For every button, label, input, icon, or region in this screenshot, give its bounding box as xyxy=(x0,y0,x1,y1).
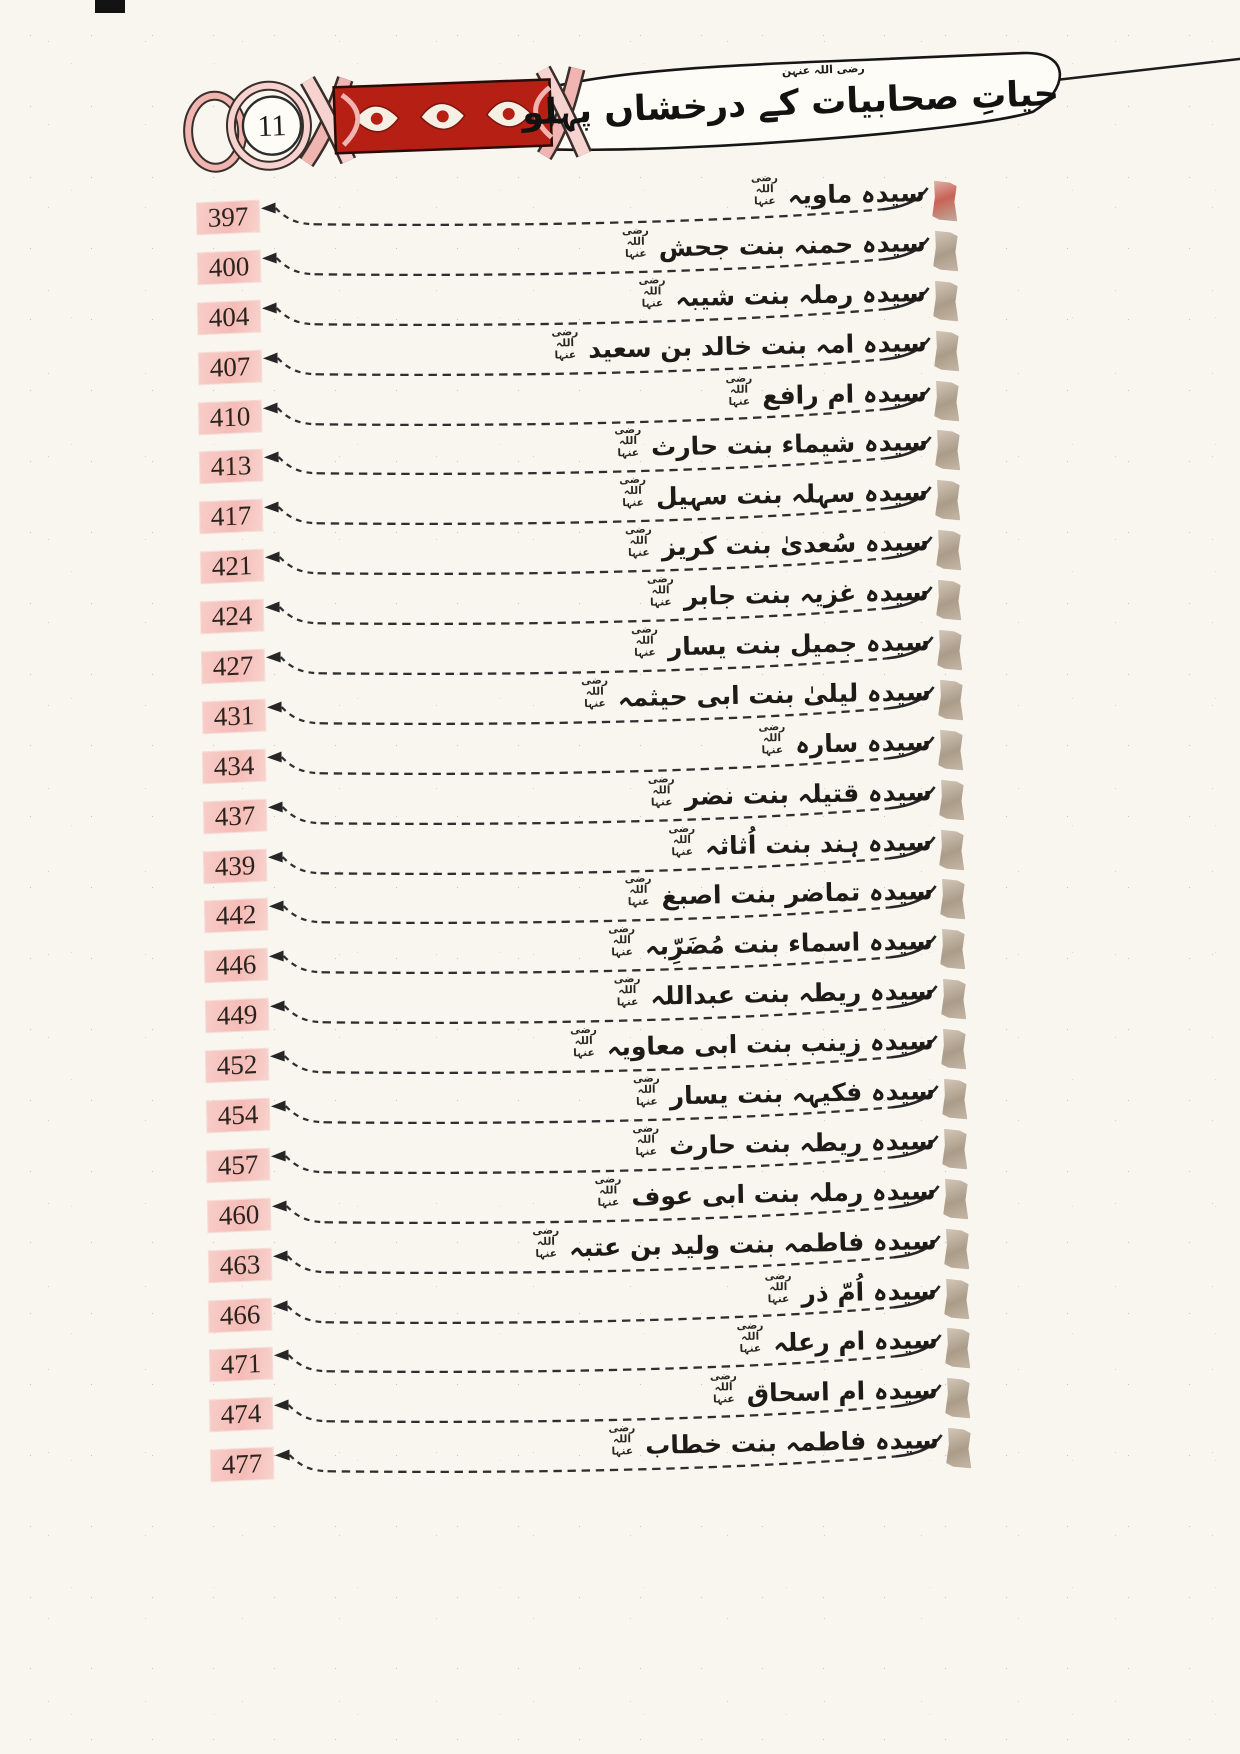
entry-title: سیدہ امہ بنت خالد بن سعید xyxy=(587,327,927,364)
entry-title: سیدہ اسماء بنت مُضَرِّبہ xyxy=(644,926,934,962)
binding-tab-mark xyxy=(943,1178,969,1219)
binding-tab-mark xyxy=(944,1278,970,1319)
entry-page-number: 424 xyxy=(211,600,254,633)
binding-tab-mark xyxy=(933,280,959,321)
entry-title-block xyxy=(664,821,932,862)
entry-title-block xyxy=(628,1120,935,1162)
leader-arrow-icon xyxy=(269,951,284,962)
leader-arrow-icon xyxy=(265,602,280,613)
leader-arrow-icon xyxy=(271,1101,286,1112)
leader-dash-start xyxy=(287,1205,325,1223)
binding-tab-mark xyxy=(945,1378,971,1419)
leader-arrow-icon xyxy=(264,452,279,463)
leader-dash-start xyxy=(277,307,315,325)
entry-title-block xyxy=(705,1369,938,1410)
leader-arrow-icon xyxy=(267,801,282,812)
entry-page-number-highlight xyxy=(208,1248,271,1282)
entry-title-block xyxy=(604,920,934,963)
leader-arrow-icon xyxy=(274,1400,289,1411)
entry-title: سیدہ شیماء بنت حارث xyxy=(650,427,928,463)
entry-page-number-highlight xyxy=(204,849,267,883)
entry-honorific: رضی اللہ عنہا xyxy=(619,474,647,510)
entry-title-block xyxy=(620,870,933,912)
entry-honorific: رضی اللہ عنہا xyxy=(764,1269,792,1305)
entry-page-number-highlight xyxy=(208,1198,271,1232)
entry-title: سیدہ رملہ بنت شیبہ xyxy=(675,278,927,313)
leader-arrow-icon xyxy=(265,552,280,563)
binding-tab-mark xyxy=(937,679,963,720)
binding-tab-mark xyxy=(936,629,962,670)
leader-dash-start xyxy=(288,1355,326,1373)
entry-honorific: رضی اللہ عنہا xyxy=(750,171,778,208)
entry-page-number-highlight xyxy=(200,500,263,534)
entry-page-number: 439 xyxy=(214,849,256,882)
entry-page-number: 421 xyxy=(211,550,253,583)
binding-tab-mark xyxy=(944,1328,970,1369)
entry-page-number-highlight xyxy=(206,999,269,1033)
binding-tab-mark xyxy=(935,530,961,571)
leader-dash-start xyxy=(285,1055,323,1073)
entry-title-block xyxy=(634,272,926,314)
entry-page-number: 454 xyxy=(217,1099,259,1131)
entry-page-number-highlight xyxy=(200,450,263,484)
entry-page-number: 427 xyxy=(212,650,254,682)
binding-tab-mark xyxy=(932,180,958,221)
entry-page-number: 404 xyxy=(208,300,250,333)
entry-honorific: رضی اللہ عنہا xyxy=(624,873,652,909)
binding-tab-mark xyxy=(933,330,959,371)
leader-dash-start xyxy=(284,956,322,974)
entry-honorific: رضی اللہ عنہا xyxy=(613,973,641,1009)
entry-title: سیدہ ام رافع xyxy=(762,377,928,411)
entry-page-number-highlight xyxy=(207,1099,270,1133)
entry-honorific: رضی اللہ عنہا xyxy=(570,1023,598,1060)
entry-title-block xyxy=(643,571,930,613)
entry-honorific: رضی اللہ عنہا xyxy=(621,224,649,260)
toc-list xyxy=(195,171,957,1481)
entry-page-number: 400 xyxy=(208,250,250,283)
leader-dash-start xyxy=(289,1405,327,1423)
entry-page-number-highlight xyxy=(205,899,268,933)
binding-tab-mark xyxy=(943,1228,969,1269)
entry-title-block xyxy=(626,621,930,663)
leader-dash-start xyxy=(276,207,314,225)
entry-honorific: رضی اللہ عنہا xyxy=(630,623,658,659)
leader-arrow-icon xyxy=(271,1150,286,1161)
entry-honorific: رضی اللہ عنہا xyxy=(624,523,652,559)
leader-arrow-icon xyxy=(268,851,283,862)
leader-arrow-icon xyxy=(266,701,281,712)
entry-honorific: رضی اللہ عنہا xyxy=(638,274,666,310)
entry-title-block xyxy=(643,771,932,813)
entry-title-block xyxy=(746,172,925,212)
cartouche-tail-line xyxy=(1043,58,1240,82)
header-ornament xyxy=(178,61,1240,190)
leader-arrow-icon xyxy=(266,652,281,663)
leader-dash-start xyxy=(282,756,320,774)
leader-arrow-icon xyxy=(275,1450,290,1461)
entry-title: سیدہ اُمّ ذر xyxy=(801,1275,938,1308)
entry-honorific: رضی اللہ عنہا xyxy=(758,720,786,756)
entry-title: سیدہ غزیہ بنت جابر xyxy=(683,577,930,612)
entry-title: سیدہ سُعدیٰ بنت کریز xyxy=(661,527,929,562)
entry-page-number: 410 xyxy=(209,400,251,433)
entry-page-number-highlight xyxy=(197,250,260,284)
entry-page-number-highlight xyxy=(206,1049,269,1083)
book-title: حیاتِ صحابیات کے درخشاں پہلو xyxy=(521,73,1060,134)
entry-title-block xyxy=(721,372,927,412)
binding-tab-mark xyxy=(945,1428,971,1469)
leader-dash-start xyxy=(277,357,315,375)
entry-title: سیدہ فکیہہ بنت یسار xyxy=(669,1076,935,1111)
entry-honorific: رضی اللہ عنہا xyxy=(736,1319,764,1356)
leader-arrow-icon xyxy=(263,402,278,413)
entry-page-number: 407 xyxy=(209,350,251,383)
entry-honorific: رضی اللہ عنہا xyxy=(647,573,675,609)
entry-title-block xyxy=(546,322,926,366)
entry-page-number-highlight xyxy=(201,600,264,634)
leader-dash-start xyxy=(278,407,316,425)
entry-page-number: 431 xyxy=(213,699,255,732)
entry-page-number: 466 xyxy=(219,1298,261,1331)
entry-title-block xyxy=(590,1170,936,1213)
entry-page-number-highlight xyxy=(198,350,261,384)
entry-page-number: 449 xyxy=(216,999,258,1032)
entry-title-block xyxy=(760,1270,937,1310)
leader-dash-start xyxy=(283,906,321,924)
entry-page-number-highlight xyxy=(198,300,261,334)
leader-arrow-icon xyxy=(262,352,277,363)
entry-page-number: 471 xyxy=(220,1348,262,1381)
entry-title-block xyxy=(615,471,929,513)
entry-page-number-highlight xyxy=(201,550,264,584)
leader-arrow-icon xyxy=(267,751,282,762)
leader-arrow-icon xyxy=(269,901,284,912)
entry-title: سیدہ زینب بنت ابی معاویہ xyxy=(606,1026,935,1062)
entry-page-number-highlight xyxy=(203,749,266,783)
entry-title-block xyxy=(617,222,926,264)
entry-page-number: 474 xyxy=(220,1398,262,1431)
entry-page-number-highlight xyxy=(203,799,266,833)
entry-honorific: رضی اللہ عنہا xyxy=(531,1224,559,1260)
entry-honorific: رضی اللہ عنہا xyxy=(632,1122,660,1158)
entry-title: سیدہ سارہ xyxy=(794,727,932,759)
entry-page-number: 457 xyxy=(218,1149,260,1181)
binding-tab-mark xyxy=(935,480,961,521)
entry-title: سیدہ لیلیٰ بنت ابی حیثمہ xyxy=(617,677,931,713)
entry-title-block xyxy=(604,1419,939,1462)
entry-page-number-highlight xyxy=(209,1348,272,1382)
entry-page-number-highlight xyxy=(202,650,265,684)
entry-page-number: 477 xyxy=(221,1448,263,1481)
binding-tab-mark xyxy=(938,779,964,820)
entry-honorific: رضی اللہ عنہا xyxy=(608,1422,636,1458)
binding-tab-mark xyxy=(934,430,960,471)
leader-dash-start xyxy=(281,706,319,724)
binding-tab-mark xyxy=(932,230,958,271)
entry-title-block xyxy=(754,721,931,761)
entry-title: سیدہ فاطمہ بنت خطاب xyxy=(644,1425,939,1461)
header-honorific: رضی اللہ عنہن xyxy=(781,61,865,78)
entry-page-number: 442 xyxy=(215,899,257,932)
leader-dash-start xyxy=(283,856,321,874)
leader-dash-start xyxy=(280,606,318,624)
entry-title-block xyxy=(732,1319,938,1359)
leader-arrow-icon xyxy=(264,502,279,513)
leader-dash-start xyxy=(285,1105,323,1123)
entry-title: سیدہ فاطمہ بنت ولید بن عتبہ xyxy=(568,1225,937,1263)
entry-page-number: 434 xyxy=(213,749,255,782)
entry-title: سیدہ سہلہ بنت سہیل xyxy=(655,477,929,513)
entry-page-number: 397 xyxy=(207,201,249,233)
entry-title-block xyxy=(576,671,931,714)
entry-title: سیدہ ام رعلہ xyxy=(772,1325,938,1359)
entry-title-block xyxy=(620,521,929,563)
entry-page-number-highlight xyxy=(210,1398,273,1432)
entry-title: سیدہ حمنہ بنت جحش xyxy=(658,228,926,263)
leader-arrow-icon xyxy=(273,1350,288,1361)
leader-dash-start xyxy=(282,806,320,824)
entry-title: سیدہ ام اسحاق xyxy=(746,1375,939,1409)
leader-dash-start xyxy=(286,1155,324,1173)
binding-tab-mark xyxy=(940,929,966,970)
leader-dash-start xyxy=(288,1305,326,1323)
entry-page-number-highlight xyxy=(207,1149,270,1183)
entry-page-number-highlight xyxy=(202,700,265,734)
leader-dash-start xyxy=(284,1006,322,1024)
entry-honorific: رضی اللہ عنہا xyxy=(580,674,608,710)
entry-title-block xyxy=(628,1070,935,1112)
entry-title: سیدہ جمیل بنت یسار xyxy=(667,627,930,662)
leader-dash-start xyxy=(287,1255,325,1273)
entry-page-number: 417 xyxy=(210,500,252,533)
entry-honorific: رضی اللہ عنہا xyxy=(710,1370,738,1406)
entry-page-number-highlight xyxy=(209,1298,272,1332)
entry-title: سیدہ ریطہ بنت حارث xyxy=(669,1126,936,1161)
entry-page-number-highlight xyxy=(211,1448,274,1482)
entry-page-number: 437 xyxy=(214,799,256,832)
entry-title: سیدہ ریطہ بنت عبداللہ xyxy=(649,976,934,1012)
binding-tab-mark xyxy=(941,1078,967,1119)
leader-arrow-icon xyxy=(273,1300,288,1311)
entry-honorific: رضی اللہ عنہا xyxy=(613,424,642,460)
leader-arrow-icon xyxy=(270,1051,285,1062)
entry-page-number: 452 xyxy=(216,1049,258,1082)
leader-arrow-icon xyxy=(272,1250,287,1261)
entry-title: سیدہ ماویہ xyxy=(787,178,926,210)
entry-honorific: رضی اللہ عنہا xyxy=(550,325,579,361)
binding-tab-mark xyxy=(939,879,965,920)
entry-title-block xyxy=(566,1020,935,1063)
entry-honorific: رضی اللہ عنہا xyxy=(632,1072,660,1108)
entry-honorific: رضی اللہ عنہا xyxy=(647,772,675,808)
entry-title: سیدہ قتیلہ بنت نضر xyxy=(683,776,932,811)
binding-tab-mark xyxy=(942,1128,968,1169)
entry-title: سیدہ رملہ بنت ابی عوف xyxy=(631,1176,937,1212)
entry-honorific: رضی اللہ عنہا xyxy=(668,822,696,858)
leader-dash-start xyxy=(289,1455,327,1473)
entry-honorific: رضی اللہ عنہا xyxy=(608,923,636,959)
leader-arrow-icon xyxy=(261,252,276,263)
leader-arrow-icon xyxy=(262,302,277,313)
leader-arrow-icon xyxy=(261,203,276,214)
entry-title-block xyxy=(609,970,934,1013)
leader-dash-start xyxy=(276,257,314,275)
binding-tab-mark xyxy=(939,829,965,870)
entry-page-number-highlight xyxy=(197,201,260,235)
binding-tab-mark xyxy=(941,1028,967,1069)
scan-corner-mark xyxy=(95,0,125,13)
leader-arrow-icon xyxy=(270,1001,285,1012)
leader-dash-start xyxy=(281,656,319,674)
binding-tab-mark xyxy=(934,380,960,421)
entry-page-number: 463 xyxy=(219,1248,261,1281)
entry-page-number: 413 xyxy=(210,450,252,483)
entry-title-block xyxy=(609,421,927,463)
leader-arrow-icon xyxy=(272,1200,287,1211)
entry-honorific: رضی اللہ عنہا xyxy=(725,372,753,408)
page-number: 11 xyxy=(256,109,288,144)
entry-honorific: رضی اللہ عنہا xyxy=(594,1173,622,1209)
binding-tab-mark xyxy=(940,979,966,1020)
leader-dash-start xyxy=(279,507,317,525)
entry-page-number: 460 xyxy=(218,1198,260,1231)
entry-title: سیدہ تماضر بنت اصبغ xyxy=(660,876,933,912)
page-header-band xyxy=(178,61,1240,190)
entry-page-number-highlight xyxy=(199,400,262,434)
leader-dash-start xyxy=(279,557,317,575)
binding-tab-mark xyxy=(936,579,962,620)
binding-tab-mark xyxy=(938,729,964,770)
entry-page-number: 446 xyxy=(215,949,257,982)
entry-page-number-highlight xyxy=(205,949,268,983)
entry-title: سیدہ ہند بنت اُثاثہ xyxy=(704,826,933,861)
leader-dash-start xyxy=(278,457,316,475)
